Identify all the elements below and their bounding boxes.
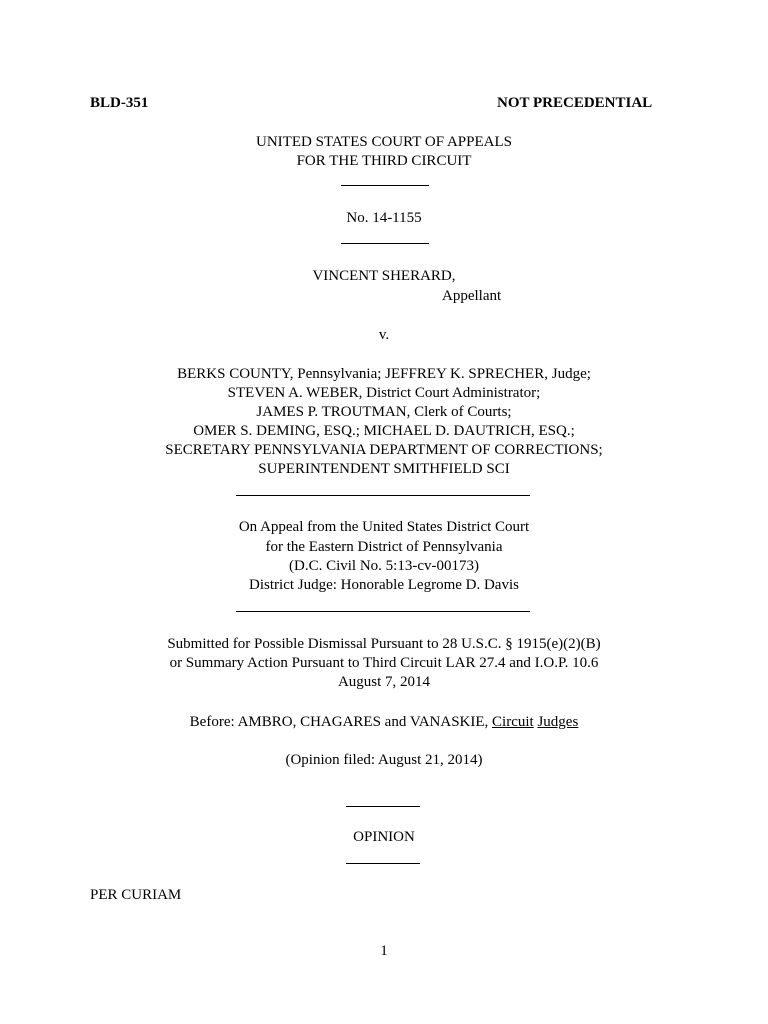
court-name-line1: UNITED STATES COURT OF APPEALS [256,134,512,150]
appellee-line: STEVEN A. WEBER, District Court Administrator; [227,385,541,401]
divider [341,185,429,186]
panel-judges-names: Before: AMBRO, CHAGARES and VANASKIE, [189,714,493,730]
divider [236,611,530,612]
divider [346,806,420,807]
court-name-line2: FOR THE THIRD CIRCUIT [296,153,472,169]
versus: v. [378,327,390,343]
appeal-from-line: (D.C. Civil No. 5:13-cv-00173) [289,558,479,574]
panel-circuit-word: Circuit [492,714,534,730]
appellee-line: JAMES P. TROUTMAN, Clerk of Courts; [256,404,512,420]
page-number: 1 [380,943,388,959]
appellant-role: Appellant [442,288,502,304]
submission-date: August 7, 2014 [337,674,431,690]
appellee-line: OMER S. DEMING, ESQ.; MICHAEL D. DAUTRICH, ESQ.; [193,423,575,439]
case-number: No. 14-1155 [346,210,422,226]
divider [236,495,530,496]
appeal-from-line: On Appeal from the United States District Court [238,519,530,535]
opinion-filed: (Opinion filed: August 21, 2014) [285,752,483,768]
appeal-from-line: District Judge: Honorable Legrome D. Davis [249,577,519,593]
divider [346,863,420,864]
submission-line: Submitted for Possible Dismissal Pursuant to 28 U.S.C. § 1915(e)(2)(B) [167,636,601,652]
opinion-heading: OPINION [353,829,415,845]
panel-judges-word: Judges [537,714,579,730]
per-curiam: PER CURIAM [90,887,182,903]
appellant-name: VINCENT SHERARD, [312,268,456,284]
appellee-line: SECRETARY PENNSYLVANIA DEPARTMENT OF CORRECTIONS; [165,442,603,458]
docket-code: BLD-351 [90,95,149,111]
appeal-from-line: for the Eastern District of Pennsylvania [265,539,503,555]
appellee-line: BERKS COUNTY, Pennsylvania; JEFFREY K. SPRECHER, Judge; [177,366,591,382]
panel-line [0,713,768,732]
divider [341,243,429,244]
submission-line: or Summary Action Pursuant to Third Circuit LAR 27.4 and I.O.P. 10.6 [169,655,599,671]
appellee-line: SUPERINTENDENT SMITHFIELD SCI [258,461,510,477]
precedential-status: NOT PRECEDENTIAL [497,95,653,111]
